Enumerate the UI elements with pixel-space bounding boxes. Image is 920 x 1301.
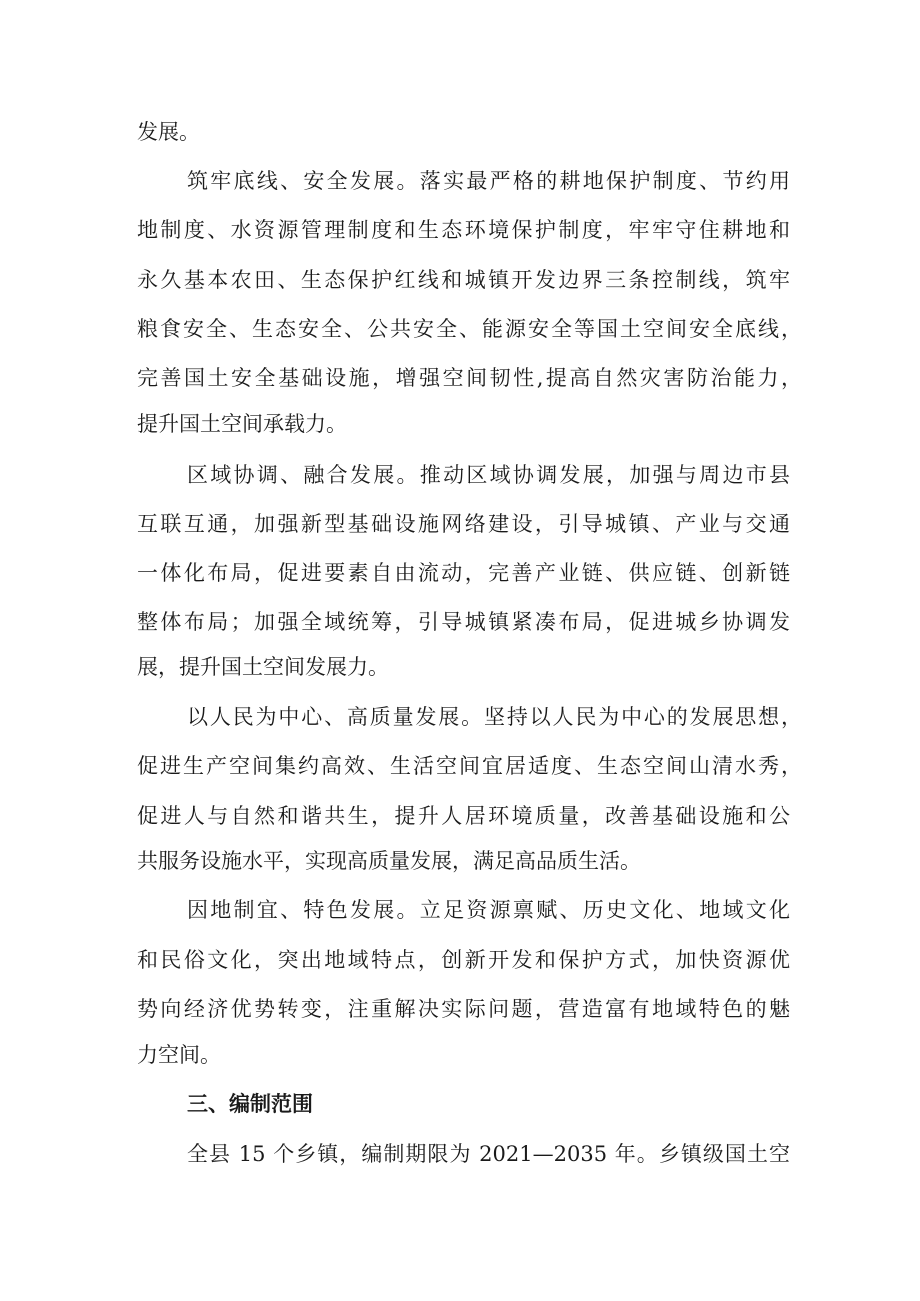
text-line-content: 展，提升国土空间发展力。 [137, 655, 389, 679]
text-line-content: 粮食安全、生态安全、公共安全、能源安全等国土空间安全底线， [137, 317, 802, 341]
paragraph-first-line [0, 889, 920, 931]
text-line [0, 1034, 920, 1076]
text-line-content: 促进生产空间集约高效、生活空间宜居适度、生态空间山清水秀， [137, 754, 802, 778]
text-line-content: 互联互通，加强新型基础设施网络建设，引导城镇、产业与交通 [137, 512, 790, 536]
text-line-content: 势向经济优势转变，注重解决实际问题，营造富有地域特色的魅 [137, 997, 790, 1021]
text-line-content: 永久基本农田、生态保护红线和城镇开发边界三条控制线，筑牢 [137, 268, 790, 292]
paragraph-first-line [0, 1133, 920, 1175]
text-line-content: 共服务设施水平，实现高质量发展，满足高品质生活。 [137, 849, 641, 873]
text-line-content: 提升国土空间承载力。 [137, 412, 347, 436]
text-line-content: 和民俗文化，突出地域特点，创新开发和保护方式，加快资源优 [137, 948, 790, 972]
paragraph-first-line [0, 160, 920, 202]
text-line [0, 939, 920, 981]
text-line-content: 因地制宜、特色发展。立足资源禀赋、历史文化、地域文化 [187, 898, 790, 922]
text-line [0, 745, 920, 787]
text-line [0, 503, 920, 545]
text-line-content: 完善国土安全基础设施，增强空间韧性,提高自然灾害防治能力， [137, 366, 802, 390]
text-line-content: 促进人与自然和谐共生，提升人居环境质量，改善基础设施和公 [137, 804, 790, 828]
text-line-content: 地制度、水资源管理制度和生态环境保护制度，牢牢守住耕地和 [137, 218, 790, 242]
section-heading-text: 三、编制范围 [187, 1092, 313, 1116]
text-line-content: 筑牢底线、安全发展。落实最严格的耕地保护制度、节约用 [187, 169, 790, 193]
text-line [0, 646, 920, 688]
section-heading [0, 1083, 920, 1125]
text-line [0, 308, 920, 350]
text-line-content: 全县 15 个乡镇，编制期限为 2021—2035 年。乡镇级国土空 [187, 1142, 790, 1166]
text-line [0, 357, 920, 399]
text-line [0, 601, 920, 643]
text-line-content: 整体布局；加强全域统筹，引导城镇紧凑布局，促进城乡协调发 [137, 610, 790, 634]
text-line [0, 988, 920, 1030]
paragraph-first-line [0, 696, 920, 738]
paragraph-first-line [0, 454, 920, 496]
text-line-content: 一体化布局，促进要素自由流动，完善产业链、供应链、创新链 [137, 561, 790, 585]
text-line [0, 552, 920, 594]
text-line [0, 111, 920, 153]
text-line [0, 403, 920, 445]
text-line-content: 力空间。 [137, 1043, 221, 1067]
text-line [0, 259, 920, 301]
text-line [0, 209, 920, 251]
text-line-content: 发展。 [137, 120, 200, 144]
text-line [0, 795, 920, 837]
text-line-content: 以人民为中心、高质量发展。坚持以人民为中心的发展思想， [187, 705, 802, 729]
text-line [0, 840, 920, 882]
text-line-content: 区域协调、融合发展。推动区域协调发展，加强与周边市县 [187, 463, 790, 487]
